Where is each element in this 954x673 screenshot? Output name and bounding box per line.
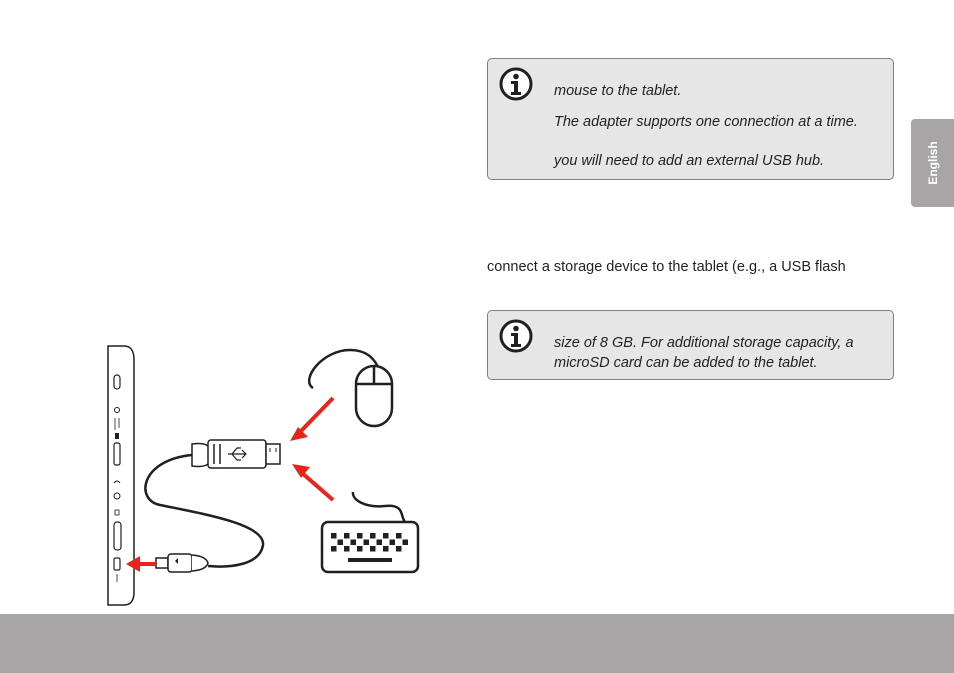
micro-usb-plug: [156, 554, 208, 572]
mouse-icon: [309, 350, 392, 426]
keyboard-key: [383, 533, 389, 539]
language-tab-label: English: [925, 141, 940, 185]
arrow-icon: [126, 398, 333, 572]
keyboard-key: [344, 546, 350, 552]
note-1-line-1: mouse to the tablet.: [554, 83, 682, 99]
note-1-line-2: The adapter supports one connection at a time.: [554, 114, 858, 130]
body-paragraph-line: connect a storage device to the tablet (e.g., a USB flash: [487, 259, 846, 275]
note-1-line-3: you will need to add an external USB hub.: [554, 153, 825, 169]
keyboard-icon: [322, 492, 418, 572]
keyboard-key: [377, 540, 383, 546]
keyboard-key: [344, 533, 350, 539]
note-2-line-1: size of 8 GB. For additional storage capacity, a: [554, 335, 854, 351]
keyboard-key: [364, 540, 370, 546]
keyboard-key: [357, 546, 363, 552]
connection-diagram: [100, 340, 430, 610]
keyboard-key: [370, 546, 376, 552]
keyboard-key: [383, 546, 389, 552]
usb-cable: [145, 455, 263, 567]
keyboard-key: [331, 533, 337, 539]
keyboard-key: [338, 540, 344, 546]
keyboard-key: [357, 533, 363, 539]
keyboard-key: [351, 540, 357, 546]
keyboard-key: [396, 533, 402, 539]
info-note-1: [487, 58, 894, 180]
info-note-2: [487, 310, 894, 380]
usb-female-connector: [192, 440, 280, 468]
keyboard-key: [390, 540, 396, 546]
language-tab[interactable]: [911, 119, 954, 207]
note-2-line-2: microSD card can be added to the tablet.: [554, 355, 818, 371]
keyboard-key: [403, 540, 409, 546]
keyboard-key: [331, 546, 337, 552]
info-icon: [499, 67, 533, 101]
keyboard-key: [370, 533, 376, 539]
info-icon: [499, 319, 533, 353]
keyboard-key: [396, 546, 402, 552]
footer-bar: [0, 614, 954, 673]
